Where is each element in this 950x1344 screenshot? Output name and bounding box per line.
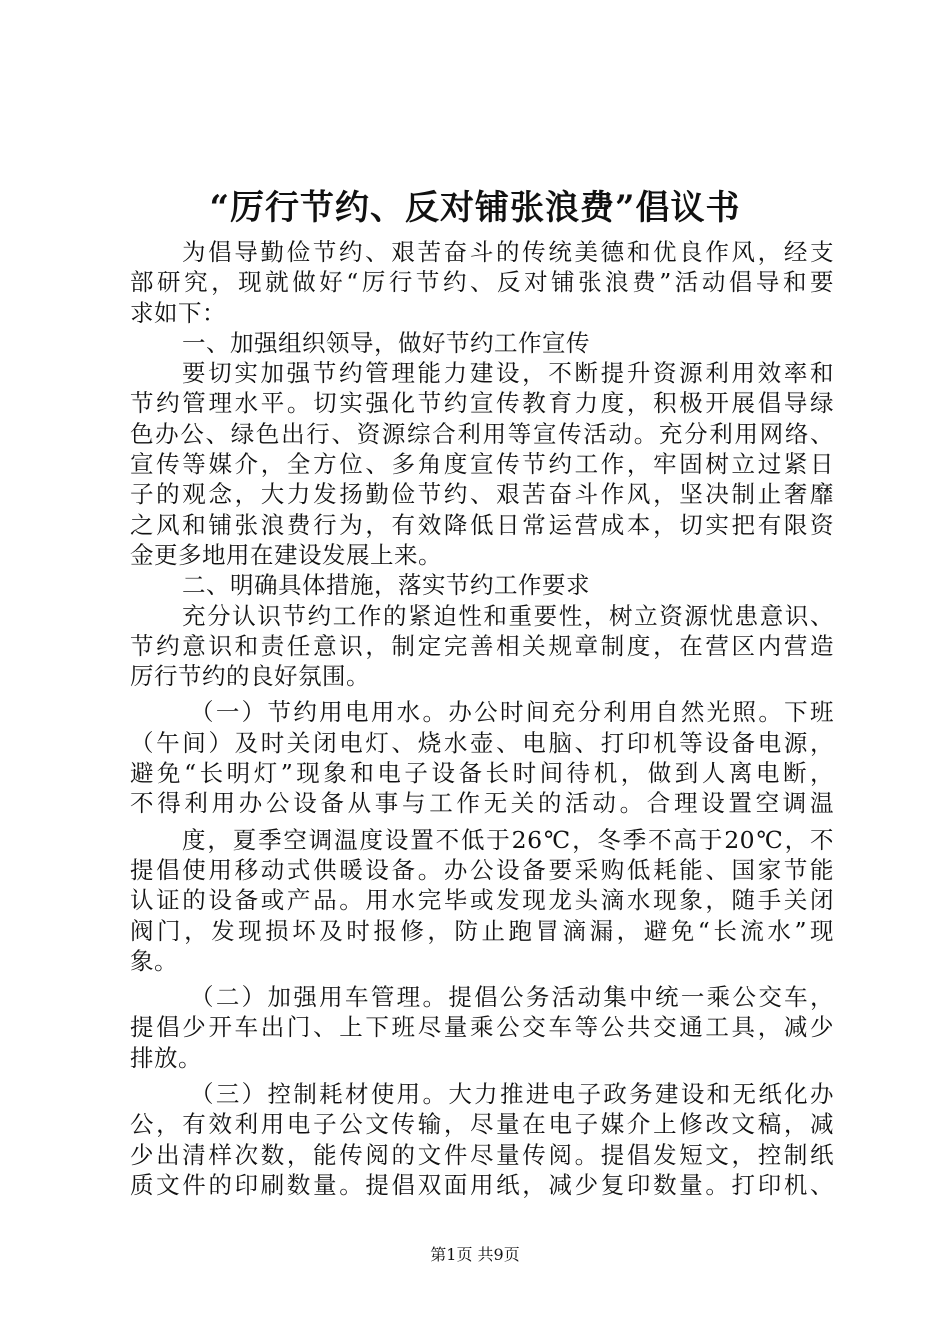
document-title: “厉行节约、反对铺张浪费”倡议书 bbox=[209, 188, 741, 228]
paragraph-line: 象。 bbox=[130, 946, 178, 975]
paragraph-line: （三）控制耗材使用。大力推进电子政务建设和无纸化办 bbox=[190, 1080, 834, 1109]
paragraph-line: 节约管理水平。切实强化节约宣传教育力度，积极开展倡导绿 bbox=[130, 389, 834, 418]
paragraph-line: 厉行节约的良好氛围。 bbox=[130, 662, 370, 691]
paragraph-line: （二）加强用车管理。提倡公务活动集中统一乘公交车， bbox=[190, 983, 834, 1012]
paragraph-line: 之风和铺张浪费行为，有效降低日常运营成本，切实把有限资 bbox=[130, 510, 834, 539]
paragraph-line: 部研究，现就做好“厉行节约、反对铺张浪费”活动倡导和要 bbox=[130, 268, 834, 297]
paragraph-line: 提倡少开车出门、上下班尽量乘公交车等公共交通工具，减少 bbox=[130, 1013, 834, 1042]
paragraph-line: 度，夏季空调温度设置不低于26℃，冬季不高于20℃，不 bbox=[182, 825, 834, 854]
paragraph-line: （一）节约用电用水。办公时间充分利用自然光照。下班 bbox=[190, 698, 834, 727]
page-number: 第1页 共9页 bbox=[430, 1245, 520, 1264]
paragraph-line: 宣传等媒介，全方位、多角度宣传节约工作，牢固树立过紧日 bbox=[130, 450, 834, 479]
paragraph-line: 阀门，发现损坏及时报修，防止跑冒滴漏，避免“长流水”现 bbox=[130, 916, 834, 945]
paragraph-line: 避免“长明灯”现象和电子设备长时间待机，做到人离电断， bbox=[130, 759, 834, 788]
document-body bbox=[130, 237, 834, 1200]
paragraph-line: 色办公、绿色出行、资源综合利用等宣传活动。充分利用网络、 bbox=[130, 419, 834, 448]
paragraph-line: 子的观念，大力发扬勤俭节约、艰苦奋斗作风，坚决制止奢靡 bbox=[130, 480, 834, 509]
paragraph-line: 认证的设备或产品。用水完毕或发现龙头滴水现象，随手关闭 bbox=[130, 886, 834, 915]
paragraph-line: 不得利用办公设备从事与工作无关的活动。合理设置空调温 bbox=[130, 789, 834, 818]
paragraph-line: 金更多地用在建设发展上来。 bbox=[130, 540, 442, 569]
paragraph-line: 求如下： bbox=[130, 298, 226, 327]
paragraph-line: 充分认识节约工作的紧迫性和重要性，树立资源忧患意识、 bbox=[182, 601, 834, 630]
section-heading: 二、明确具体措施，落实节约工作要求 bbox=[182, 571, 590, 600]
paragraph-line: 公，有效利用电子公文传输，尽量在电子媒介上修改文稿，减 bbox=[130, 1110, 834, 1139]
section-heading: 一、加强组织领导，做好节约工作宣传 bbox=[182, 328, 590, 357]
paragraph-line: （午间）及时关闭电灯、烧水壶、电脑、打印机等设备电源， bbox=[130, 728, 834, 757]
paragraph-line: 少出清样次数，能传阅的文件尽量传阅。提倡发短文，控制纸 bbox=[130, 1140, 834, 1169]
paragraph-line: 排放。 bbox=[130, 1043, 202, 1072]
paragraph-line: 提倡使用移动式供暖设备。办公设备要采购低耗能、国家节能 bbox=[130, 855, 834, 884]
paragraph-line: 为倡导勤俭节约、艰苦奋斗的传统美德和优良作风，经支 bbox=[182, 238, 834, 266]
paragraph-line: 要切实加强节约管理能力建设，不断提升资源利用效率和 bbox=[182, 359, 834, 388]
paragraph-line: 质文件的印刷数量。提倡双面用纸，减少复印数量。打印机、 bbox=[130, 1170, 834, 1199]
paragraph-line: 节约意识和责任意识，制定完善相关规章制度，在营区内营造 bbox=[130, 631, 834, 660]
